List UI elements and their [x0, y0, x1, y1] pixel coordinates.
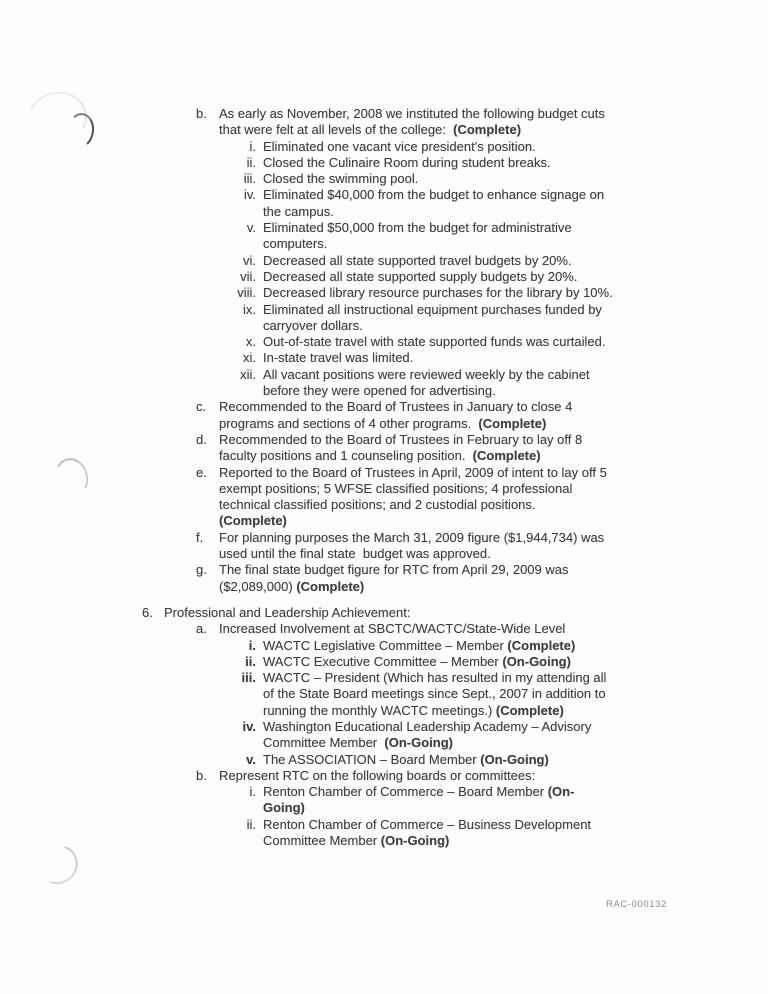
item-label: vi.: [243, 252, 256, 268]
list-item: [210, 253, 768, 269]
item-content: [263, 302, 602, 335]
text-segment: (Complete): [478, 415, 547, 431]
item-content: [219, 530, 604, 563]
text-segment: Recommended to the Board of Trustees in February to lay off 8: [219, 431, 583, 447]
text-segment: Represent RTC on the following boards or committees:: [219, 767, 536, 783]
text-line: [219, 399, 572, 415]
text-line: [263, 367, 590, 383]
item-content: [263, 670, 606, 719]
document-body: [0, 106, 768, 849]
text-segment: Out-of-state travel with state supported funds was curtailed.: [263, 334, 606, 350]
item-content: [263, 654, 571, 670]
text-segment: Washington Educational Leadership Academy – Advisory: [263, 718, 592, 734]
text-segment: Closed the Culinaire Room during student breaks.: [263, 154, 551, 170]
text-line: [263, 686, 606, 702]
item-label: b.: [196, 106, 207, 121]
item-label: vii.: [240, 268, 256, 284]
text-segment: WACTC Legislative Committee – Member: [263, 637, 508, 653]
item-content: [219, 621, 565, 637]
item-label: e.: [196, 464, 207, 480]
text-segment: computers.: [263, 236, 328, 252]
list-item: [142, 605, 768, 621]
text-line: [219, 579, 569, 595]
text-line: [263, 204, 604, 220]
item-label: ii.: [246, 154, 256, 170]
text-segment: Decreased all state supported supply budgets by 20%.: [263, 268, 578, 284]
item-label: xi.: [243, 350, 256, 366]
section-spacer: [0, 595, 768, 605]
text-segment: programs and sections of 4 other programs.: [219, 415, 479, 431]
item-content: [219, 399, 572, 432]
item-content: [219, 465, 607, 530]
text-line: [219, 513, 607, 529]
list-item: [210, 334, 768, 350]
text-line: [263, 236, 572, 252]
item-label: ii.: [245, 653, 256, 669]
text-line: [263, 719, 591, 735]
text-segment: Committee Member: [263, 833, 381, 849]
item-label: b.: [196, 767, 207, 783]
text-segment: Eliminated one vacant vice president's position.: [263, 138, 536, 154]
list-item: [210, 171, 768, 187]
list-item: [196, 621, 768, 637]
item-content: [263, 719, 591, 752]
item-content: [263, 187, 604, 220]
text-line: [263, 383, 590, 399]
text-segment: (Complete): [495, 702, 564, 718]
item-content: [263, 285, 613, 301]
item-content: [263, 752, 549, 768]
text-line: [263, 171, 418, 187]
text-segment: For planning purposes the March 31, 2009 figure ($1,944,734) was: [219, 529, 605, 545]
item-content: [263, 784, 574, 817]
text-segment: (On-: [547, 784, 575, 800]
item-content: [263, 269, 577, 285]
item-label: g.: [196, 562, 207, 578]
item-content: [263, 155, 551, 171]
text-segment: Committee Member: [263, 735, 385, 751]
item-label: 6.: [142, 604, 153, 620]
item-content: [263, 253, 572, 269]
list-item: [210, 285, 768, 301]
text-segment: Increased Involvement at SBCTC/WACTC/State-Wide Level: [219, 621, 566, 637]
text-segment: Renton Chamber of Commerce – Board Member: [263, 784, 548, 800]
text-line: [263, 784, 574, 800]
list-item: [210, 220, 768, 253]
item-label: iv.: [242, 718, 256, 734]
list-item: [210, 784, 768, 817]
text-segment: ($2,089,000): [219, 578, 297, 594]
item-label: c.: [196, 399, 207, 415]
item-label: i.: [249, 784, 256, 800]
text-segment: used until the final state budget was approved.: [219, 546, 491, 562]
item-label: iv.: [243, 187, 256, 203]
item-content: [219, 106, 605, 139]
list-item: [210, 350, 768, 366]
text-line: [263, 817, 591, 833]
text-line: [263, 670, 606, 686]
list-item: [210, 302, 768, 335]
text-segment: (Complete): [219, 513, 287, 529]
list-item: [210, 269, 768, 285]
text-segment: Eliminated $50,000 from the budget for administrative: [263, 220, 572, 236]
item-label: viii.: [237, 285, 256, 301]
text-line: [263, 139, 536, 155]
text-segment: (On-Going): [384, 735, 453, 751]
text-segment: (Complete): [507, 637, 576, 653]
text-line: [263, 187, 604, 203]
list-item: [210, 719, 768, 752]
list-item: [196, 106, 768, 139]
text-segment: that were felt at all levels of the college:: [219, 122, 454, 138]
text-line: [219, 432, 582, 448]
text-segment: exempt positions; 5 WFSE classified positions; 4 professional: [219, 480, 573, 496]
text-segment: Decreased library resource purchases for the library by 10%.: [263, 285, 613, 301]
text-line: [263, 285, 613, 301]
list-item: [210, 752, 768, 768]
item-content: [219, 768, 535, 784]
text-line: [263, 350, 413, 366]
text-segment: technical classified positions; and 2 custodial positions.: [219, 497, 536, 513]
item-label: ii.: [246, 816, 256, 832]
text-line: [219, 122, 605, 138]
item-content: [263, 334, 606, 350]
item-label: d.: [196, 431, 207, 447]
text-segment: (On-Going): [380, 833, 450, 849]
list-item: [196, 562, 768, 595]
text-segment: faculty positions and 1 counseling position.: [219, 448, 473, 464]
text-segment: the campus.: [263, 203, 334, 219]
text-segment: All vacant positions were reviewed weekly by the cabinet: [263, 366, 590, 382]
document-id-stamp: RAC-000132: [606, 899, 667, 910]
text-segment: The ASSOCIATION – Board Member: [263, 751, 481, 767]
text-segment: In-state travel was limited.: [263, 350, 414, 366]
text-line: [219, 562, 569, 578]
text-line: [219, 621, 565, 637]
text-line: [219, 546, 604, 562]
text-line: [263, 800, 574, 816]
text-segment: Eliminated all instructional equipment purchases funded by: [263, 301, 602, 317]
text-line: [219, 530, 604, 546]
text-segment: Closed the swimming pool.: [263, 171, 419, 187]
text-segment: Going): [263, 800, 305, 816]
item-content: [219, 562, 569, 595]
text-segment: Recommended to the Board of Trustees in January to close 4: [219, 399, 573, 415]
list-item: [196, 530, 768, 563]
text-line: [263, 269, 577, 285]
list-item: [196, 432, 768, 465]
list-item: [210, 187, 768, 220]
text-segment: (Complete): [453, 122, 522, 138]
item-label: iii.: [243, 171, 256, 187]
item-content: [263, 220, 572, 253]
text-segment: before they were opened for advertising.: [263, 383, 496, 399]
item-label: a.: [196, 621, 207, 637]
item-content: [263, 139, 536, 155]
item-label: f.: [196, 529, 204, 545]
item-label: i.: [248, 637, 256, 653]
text-line: [263, 253, 572, 269]
text-line: [219, 448, 582, 464]
text-line: [263, 155, 551, 171]
text-line: [219, 497, 607, 513]
item-content: [263, 350, 413, 366]
item-content: [219, 432, 582, 465]
text-line: [219, 106, 605, 122]
text-segment: The final state budget figure for RTC from April 29, 2009 was: [219, 562, 569, 578]
text-line: [263, 302, 602, 318]
text-line: [164, 605, 410, 621]
text-segment: (Complete): [296, 578, 365, 594]
text-line: [263, 334, 606, 350]
text-line: [263, 638, 575, 654]
item-label: ix.: [243, 301, 256, 317]
text-line: [263, 833, 591, 849]
text-segment: As early as November, 2008 we instituted the following budget cuts: [219, 106, 605, 121]
text-line: [263, 220, 572, 236]
item-content: [263, 638, 575, 654]
text-segment: (On-Going): [480, 751, 549, 767]
list-item: [210, 817, 768, 850]
text-segment: Renton Chamber of Commerce – Business Development: [263, 816, 592, 832]
item-content: [263, 367, 590, 400]
text-line: [219, 416, 572, 432]
list-item: [196, 465, 768, 530]
item-label: x.: [245, 334, 256, 350]
text-segment: (On-Going): [502, 653, 571, 669]
text-segment: carryover dollars.: [263, 317, 363, 333]
text-segment: Decreased all state supported travel budgets by 20%.: [263, 252, 572, 268]
item-content: [263, 171, 418, 187]
item-label: xii.: [240, 366, 256, 382]
text-segment: Professional and Leadership Achievement:: [164, 604, 411, 620]
text-segment: of the State Board meetings since Sept., 2007 in addition to: [263, 686, 606, 702]
text-line: [219, 481, 607, 497]
text-line: [263, 318, 602, 334]
text-segment: Reported to the Board of Trustees in April, 2009 of intent to lay off 5: [219, 464, 607, 480]
text-line: [219, 465, 607, 481]
list-item: [210, 155, 768, 171]
item-content: [263, 817, 591, 850]
text-segment: running the monthly WACTC meetings.): [263, 702, 496, 718]
item-label: v.: [246, 751, 256, 767]
text-line: [263, 654, 571, 670]
text-line: [263, 752, 549, 768]
item-content: [164, 605, 410, 621]
text-segment: WACTC Executive Committee – Member: [263, 653, 503, 669]
list-item: [210, 670, 768, 719]
text-line: [263, 735, 591, 751]
text-segment: (Complete): [472, 448, 541, 464]
text-line: [263, 703, 606, 719]
text-segment: WACTC – President (Which has resulted in my attending all: [263, 670, 607, 686]
text-line: [219, 768, 535, 784]
item-label: v.: [246, 220, 256, 236]
item-label: iii.: [241, 670, 256, 686]
list-item: [196, 768, 768, 784]
list-item: [210, 638, 768, 654]
list-item: [210, 654, 768, 670]
list-item: [210, 139, 768, 155]
list-item: [210, 367, 768, 400]
item-label: i.: [249, 138, 256, 154]
text-segment: Eliminated $40,000 from the budget to enhance signage on: [263, 187, 605, 203]
list-item: [196, 399, 768, 432]
